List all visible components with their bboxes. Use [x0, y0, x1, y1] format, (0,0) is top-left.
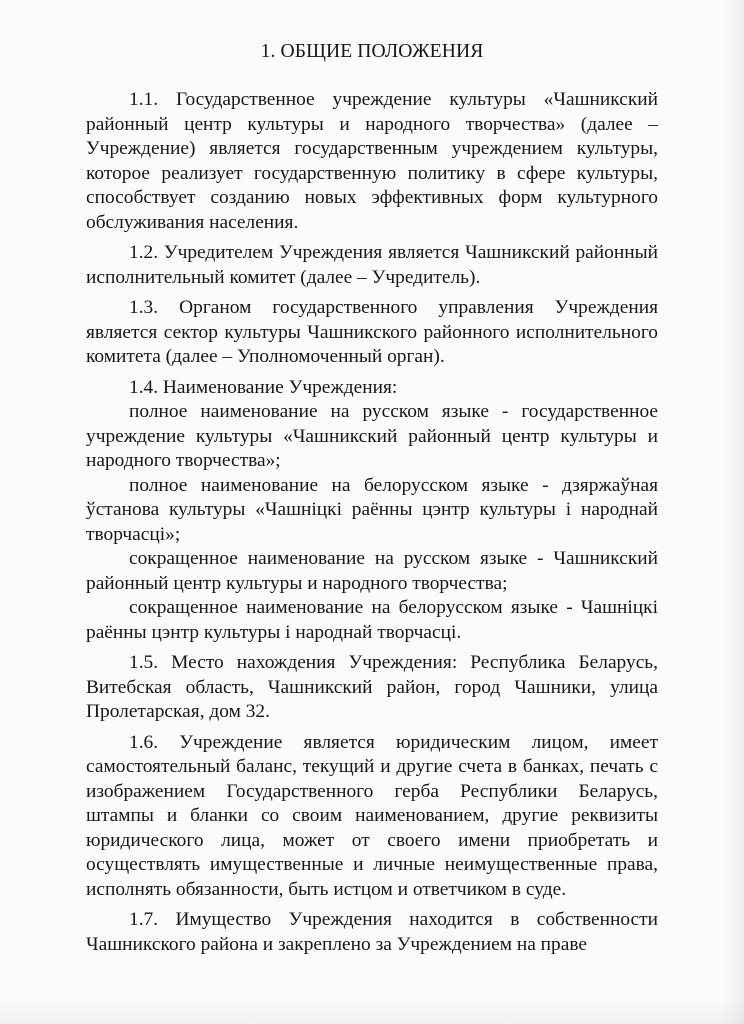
- paragraph-1-4: 1.4. Наименование Учреждения:: [129, 376, 398, 398]
- document-content: [86, 88, 658, 957]
- scan-edge-shadow: [720, 0, 744, 1024]
- paragraph-1-2: 1.2. Учредителем Учреждения является Чашникский районный исполнительный комитет (далее – Учредитель).: [86, 242, 658, 288]
- section-title: 1. ОБЩИЕ ПОЛОЖЕНИЯ: [260, 41, 484, 62]
- paragraph-short-name-belarusian: сокращенное наименование на белорусском языке - Чашніцкі раённы цэнтр культуры і народнай творчасці.: [86, 597, 658, 643]
- paragraph-1-3: 1.3. Органом государственного управления Учреждения является сектор культуры Чашникского районного исполнительного комитета (далее – Уполномоченный орган).: [86, 297, 658, 367]
- paragraph-1-5: 1.5. Место нахождения Учреждения: Республика Беларусь, Витебская область, Чашникский район, город Чашники, улица Пролетарская, дом 32.: [86, 652, 658, 722]
- paragraph-full-name-russian: полное наименование на русском языке - государственное учреждение культуры «Чашникский районный центр культуры и народного творчества»;: [86, 401, 658, 471]
- paragraph-1-7: 1.7. Имущество Учреждения находится в собственности Чашникского района и закреплено за Учреждением на праве: [86, 909, 658, 955]
- scan-bottom-shadow: [0, 998, 744, 1024]
- paragraph-full-name-belarusian: полное наименование на белорусском языке - дзяржаўная ўстанова культуры «Чашніцкі раённы цэнтр культуры і народнай творчасці»;: [86, 474, 658, 545]
- paragraph-short-name-russian: сокращенное наименование на русском языке - Чашникский районный центр культуры и народного творчества;: [86, 548, 658, 594]
- paragraph-1-6: 1.6. Учреждение является юридическим лицом, имеет самостоятельный баланс, текущий и другие счета в банках, печать с изображением Государственного герба Республики Беларусь, штампы и бланки со своим наименованием, другие реквизиты юридического лица, может от своего имени приобретать и осуществлять имущественные и личные неимущественные права, исполнять обязанности, быть истцом и ответчиком в суде.: [86, 731, 658, 900]
- paragraph-1-1: 1.1. Государственное учреждение культуры «Чашникский районный центр культуры и народного творчества» (далее – Учреждение) является государственным учреждением культуры, которое реализует государственную политику в сфере культуры, способствует созданию новых эффективных форм культурного обслуживания населения.: [86, 89, 658, 233]
